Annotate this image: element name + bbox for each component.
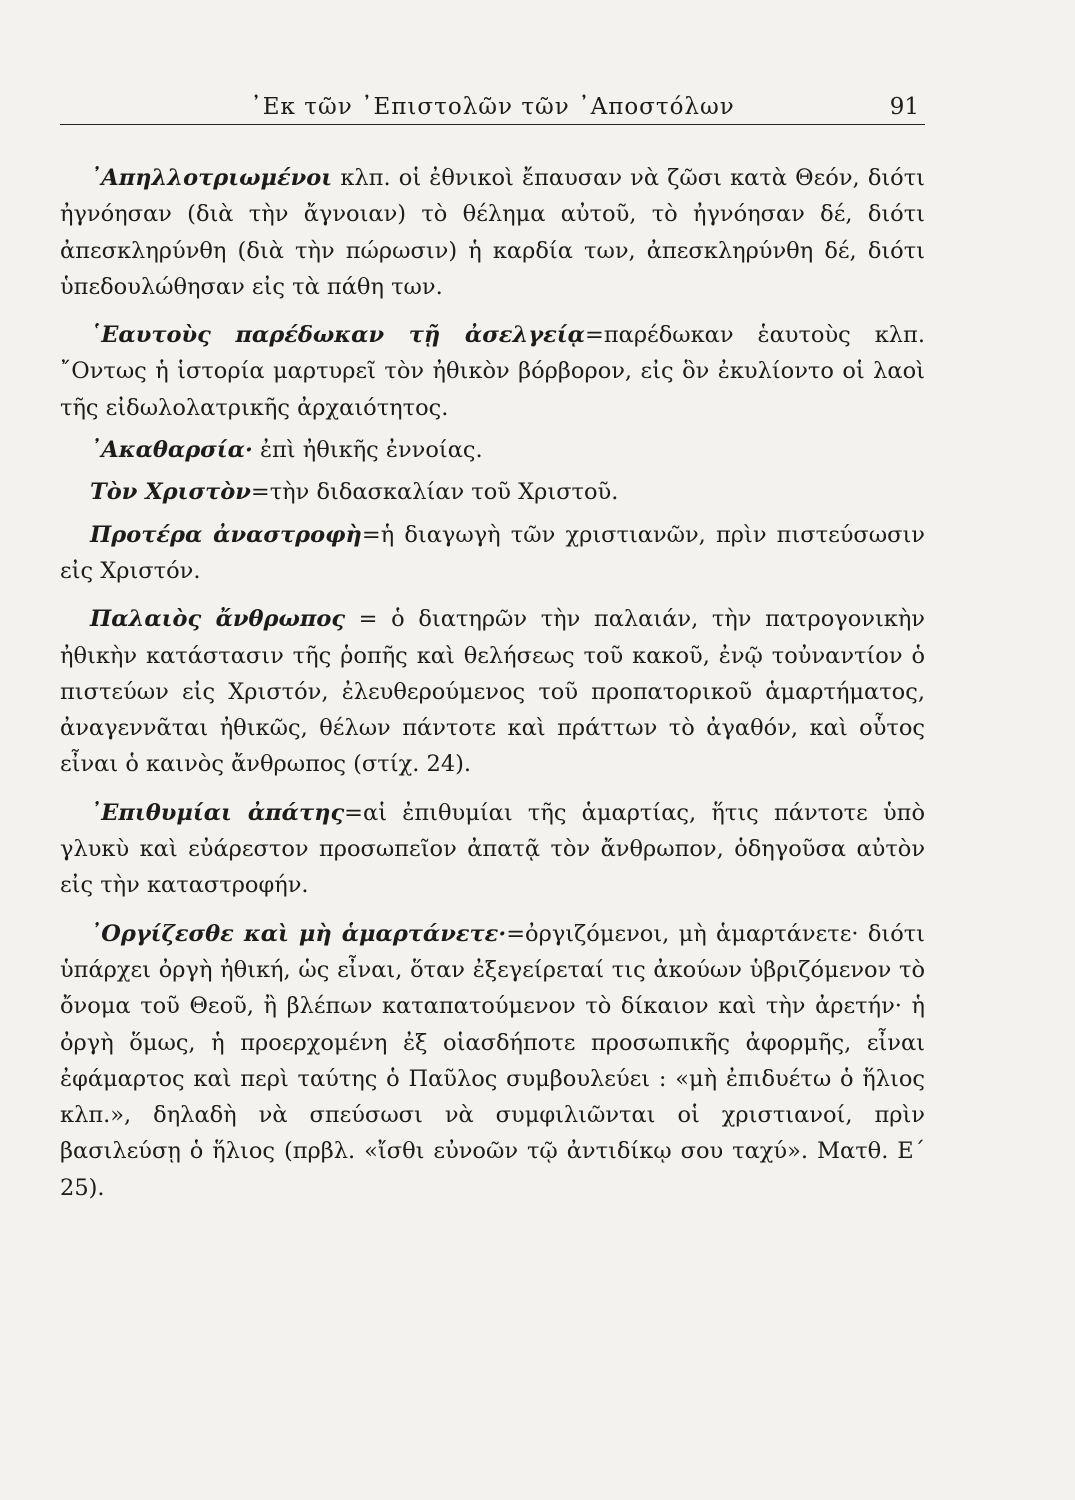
paragraph-apellotriomenoi: [60, 160, 925, 305]
paragraph-protera-anastrofi: [60, 517, 925, 590]
gloss-epithymiai-apatis: =αἱ ἐπιθυμίαι τῆς ἁμαρτίας, ἥτις πάντοτε ὑπὸ γλυκὺ καὶ εὐάρεστον προσωπεῖον ἀπατᾷ τὸν ἄνθρωπον, ὁδηγοῦσα αὐτὸν εἰς τὴν καταστροφήν.: [60, 799, 926, 899]
term-palaios-anthropos: Παλαιὸς ἄνθρωπος: [90, 606, 346, 633]
gloss-orgizesthe: =ὀργιζόμενοι, μὴ ἁμαρτάνετε· διότι ὑπάρχει ὀργὴ ἠθική, ὡς εἶναι, ὅταν ἐξεγείρεταί τις ἀκούων ὑβριζόμενον τὸ ὄνομα τοῦ Θεοῦ, ἢ βλέπων καταπατούμενον τὸ δίκαιον καὶ τὴν ἀρετήν· ἡ ὀργὴ ὅμως, ἡ προερχομένη ἐξ οἱασδήποτε προσωπικῆς ἀφορμῆς, εἶναι ἐφάμαρτος καὶ περὶ ταύτης ὁ Παῦλος συμβουλεύει : «μὴ ἐπιδυέτω ὁ ἥλιος κλπ.», δηλαδὴ νὰ σπεύσωσι νὰ συμφιλιῶνται οἱ χριστιανοί, πρὶν βασιλεύσῃ ὁ ἥλιος (πρβλ. «ἴσθι εὐνοῶν τῷ ἀντιδίκῳ σου ταχύ». Ματθ. Ε΄ 25).: [60, 920, 926, 1201]
term-epithymiai-apatis: ᾿Επιθυμίαι ἀπάτης: [90, 799, 345, 826]
gloss-akatharsia: ἐπὶ ἠθικῆς ἐννοίας.: [252, 437, 483, 464]
page-body: [60, 160, 925, 1218]
gloss-eautous-paredokan: =παρέδωκαν ἑαυτοὺς κλπ. ῎Οντως ἡ ἱστορία μαρτυρεῖ τὸν ἠθικὸν βόρβορον, εἰς ὃν ἐκυλίοντο οἱ λαοὶ τῆς εἰδωλολατρικῆς ἀρχαιότητος.: [60, 322, 925, 421]
gloss-ton-christon: =τὴν διδασκαλίαν τοῦ Χριστοῦ.: [250, 479, 619, 506]
page-number: 91: [889, 94, 919, 120]
header-rule: [60, 124, 925, 125]
gloss-apellotriomenoi: κλπ. οἱ ἐθνικοὶ ἔπαυσαν νὰ ζῶσι κατὰ Θεόν, διότι ἠγνόησαν (διὰ τὴν ἄγνοιαν) τὸ θέλημα αὐτοῦ, τὸ ἠγνόησαν δέ, διότι ἀπεσκληρύνθη (διὰ τὴν πώρωσιν) ἡ καρδία των, ἀπεσκληρύνθη δέ, διότι ὑπεδουλώθησαν εἰς τὰ πάθη των.: [60, 165, 925, 300]
term-protera-anastrofi: Προτέρα ἀναστροφὴ: [90, 521, 362, 548]
term-apellotriomenoi: ᾿Απηλλοτριωμένοι: [90, 165, 333, 191]
term-akatharsia: ᾿Ακαθαρσία·: [90, 437, 253, 464]
paragraph-epithymiai-apatis: [60, 795, 925, 904]
gloss-protera-anastrofi: =ἡ διαγωγὴ τῶν χριστιανῶν, πρὶν πιστεύσωσιν εἰς Χριστόν.: [60, 521, 925, 584]
gloss-palaios-anthropos: = ὁ διατηρῶν τὴν παλαιάν, τὴν πατρογονικὴν ἠθικὴν κατάστασιν τῆς ῥοπῆς καὶ θελήσεως τοῦ κακοῦ, ἐνῷ τοὐναντίον ὁ πιστεύων εἰς Χριστόν, ἐλευθερούμενος τοῦ προπατορικοῦ ἁμαρτήματος, ἀναγεννᾶται ἠθικῶς, θέλων πάντοτε καὶ πράττων τὸ ἀγαθόν, καὶ οὗτος εἶναι ὁ καινὸς ἄνθρωπος (στίχ. 24).: [60, 606, 925, 778]
paragraph-ton-christon: [60, 474, 925, 510]
header-title: ᾿Εκ τῶν ᾿Επιστολῶν τῶν ᾿Αποστόλων: [250, 94, 735, 120]
paragraph-eautous-paredokan: [60, 317, 925, 426]
term-eautous-paredokan: ῾Εαυτοὺς παρέδωκαν τῇ ἀσελγείᾳ: [90, 322, 585, 349]
paragraph-palaios-anthropos: [60, 601, 925, 782]
term-orgizesthe: ᾿Οργίζεσθε καὶ μὴ ἁμαρτάνετε·: [90, 920, 507, 947]
paragraph-orgizesthe: [60, 916, 925, 1206]
paragraph-akatharsia: [60, 432, 925, 468]
running-header: [60, 94, 925, 124]
term-ton-christon: Τὸν Χριστὸν: [90, 479, 251, 506]
